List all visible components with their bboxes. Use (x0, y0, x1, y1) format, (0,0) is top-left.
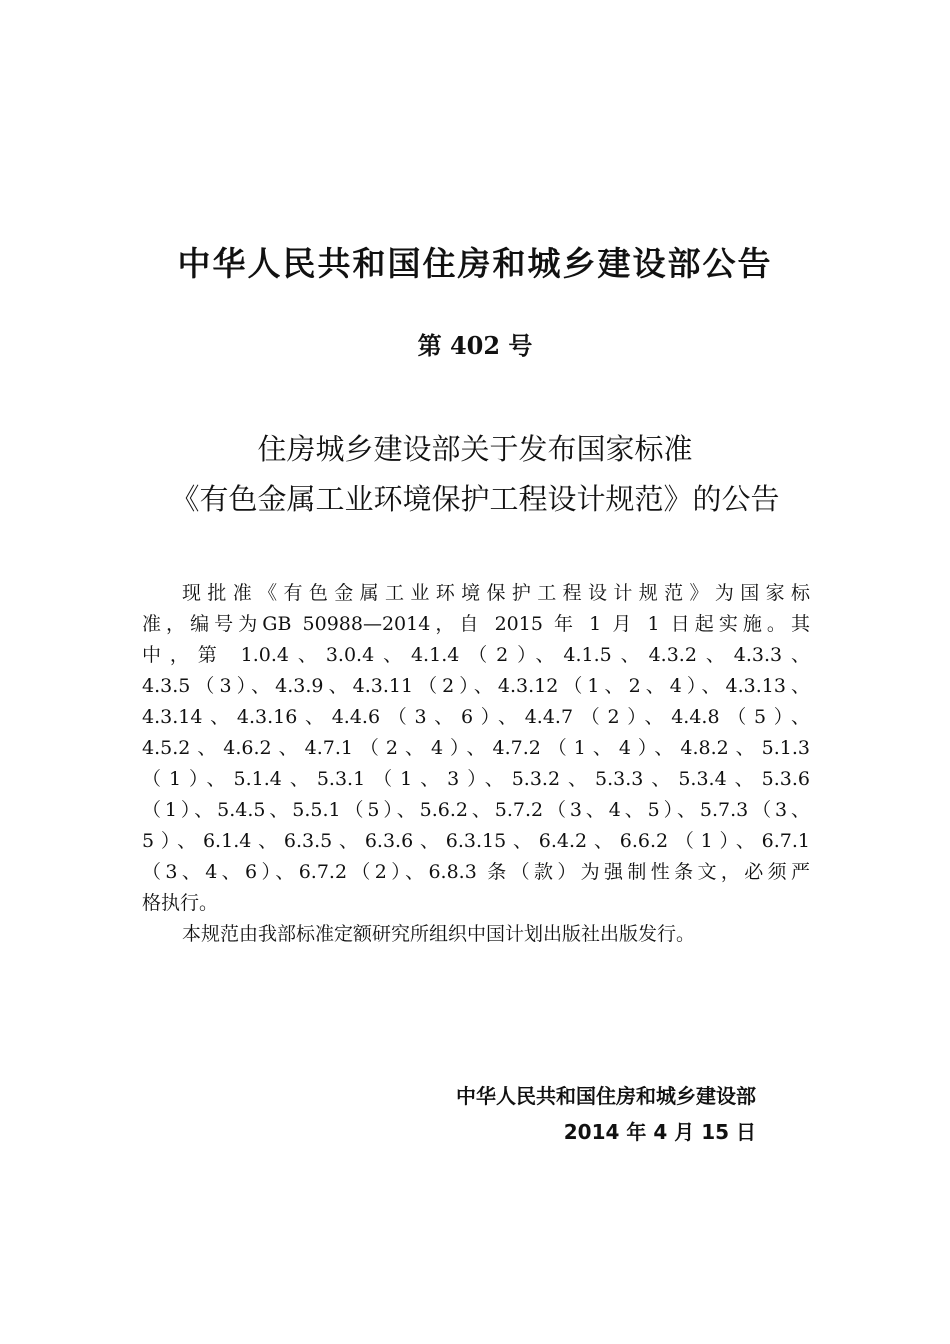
body-line: 准，编号为GB 50988—2014，自 2015 年 1 月 1 日起实施。其 (142, 613, 810, 635)
announcement-body (142, 578, 810, 950)
subtitle-line-1: 住房城乡建设部关于发布国家标准 (257, 432, 693, 466)
signature-date: 2014 年 4 月 15 日 (563, 1120, 756, 1144)
body-line: 4.5.2、4.6.2、4.7.1（2、4）、4.7.2（1、4）、4.8.2、5.1.3 (142, 737, 810, 759)
body-line: （3、4、6）、6.7.2（2）、6.8.3 条（款）为强制性条文，必须严 (142, 861, 810, 883)
body-line: 现批准《有色金属工业环境保护工程设计规范》为国家标 (182, 582, 810, 604)
signature-block (0, 1078, 756, 1150)
announcement-title: 中华人民共和国住房和城乡建设部公告 (177, 244, 773, 283)
body-line: 格执行。 (142, 892, 219, 914)
body-line: 中，第 1.0.4、3.0.4、4.1.4（2）、4.1.5、4.3.2、4.3.3、 (142, 644, 810, 666)
body-line: 4.3.14、4.3.16、4.4.6（3、6）、4.4.7（2）、4.4.8（5）、 (142, 706, 810, 728)
subtitle-line-2: 《有色金属工业环境保护工程设计规范》的公告 (170, 482, 780, 516)
signature-org: 中华人民共和国住房和城乡建设部 (456, 1084, 756, 1108)
body-line: （1）、5.1.4、5.3.1（1、3）、5.3.2、5.3.3、5.3.4、5.3.6 (142, 768, 810, 790)
body-line: （1）、5.4.5、5.5.1（5）、5.6.2、5.7.2（3、4、5）、5.7.3（3、 (142, 799, 810, 821)
body-line: 4.3.5（3）、4.3.9、4.3.11（2）、4.3.12（1、2、4）、4.3.13、 (142, 675, 810, 697)
announcement-number: 第 402 号 (417, 331, 533, 360)
body-paragraph-2: 本规范由我部标准定额研究所组织中国计划出版社出版发行。 (182, 923, 696, 945)
announcement-subtitle (0, 424, 950, 524)
body-line: 5）、6.1.4、6.3.5、6.3.6、6.3.15、6.4.2、6.6.2（1）、6.7.1 (142, 830, 810, 852)
